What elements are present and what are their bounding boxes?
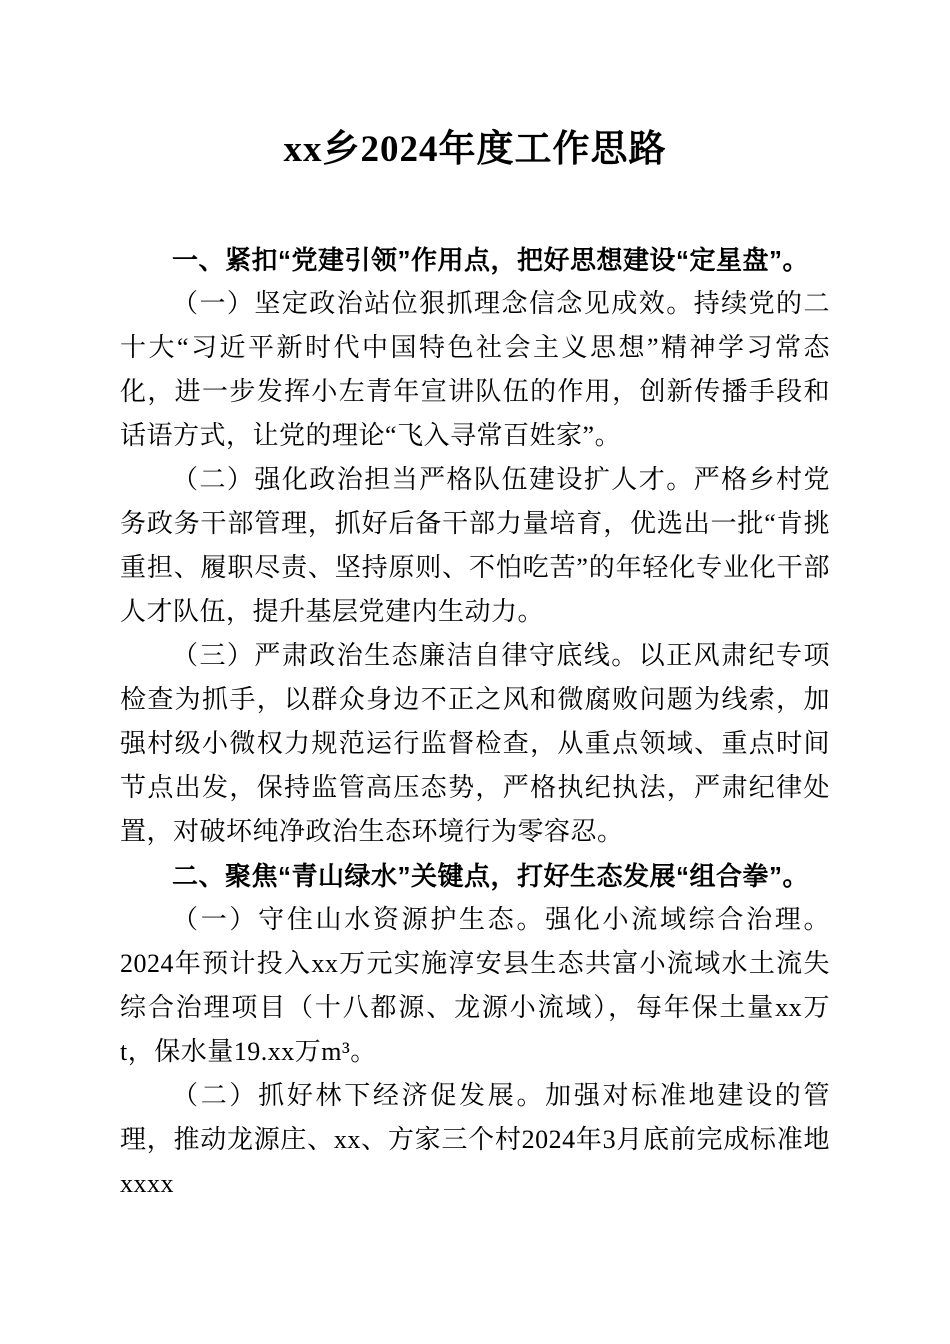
section-1-paragraph-1: （一）坚定政治站位狠抓理念信念见成效。持续党的二十大“习近平新时代中国特色社会主义思想”精神学习常态化，进一步发挥小左青年宣讲队伍的作用，创新传播手段和话语方式，让党的理论“飞入寻常百姓家”。 bbox=[120, 289, 830, 450]
section-party-building bbox=[120, 238, 830, 854]
section-2-paragraph-2: （二）抓好林下经济促发展。加强对标准地建设的管理，推动龙源庄、xx、方家三个村2024年3月底前完成标准地xxxx bbox=[120, 1081, 830, 1198]
document-title: xx乡2024年度工作思路 bbox=[283, 129, 667, 170]
section-1-heading: 一、紧扣“党建引领”作用点，把好思想建设“定星盘”。 bbox=[172, 245, 810, 275]
section-2-paragraph-1: （一）守住山水资源护生态。强化小流域综合治理。2024年预计投入xx万元实施淳安县生态共富小流域水土流失综合治理项目（十八都源、龙源小流域），每年保土量xx万t，保水量19.xx万m³。 bbox=[120, 905, 830, 1066]
section-ecology bbox=[120, 854, 830, 1206]
section-1-paragraph-3: （三）严肃政治生态廉洁自律守底线。以正风肃纪专项检查为抓手，以群众身边不正之风和微腐败问题为线索，加强村级小微权力规范运行监督检查，从重点领域、重点时间节点出发，保持监管高压态势，严格执纪执法，严肃纪律处置，对破坏纯净政治生态环境行为零容忍。 bbox=[120, 641, 830, 846]
section-2-heading: 二、聚焦“青山绿水”关键点，打好生态发展“组合拳”。 bbox=[172, 861, 810, 891]
section-1-paragraph-2: （二）强化政治担当严格队伍建设扩人才。严格乡村党务政务干部管理，抓好后备干部力量培育，优选出一批“肯挑重担、履职尽责、坚持原则、不怕吃苦”的年轻化专业化干部人才队伍，提升基层党建内生动力。 bbox=[120, 465, 830, 626]
